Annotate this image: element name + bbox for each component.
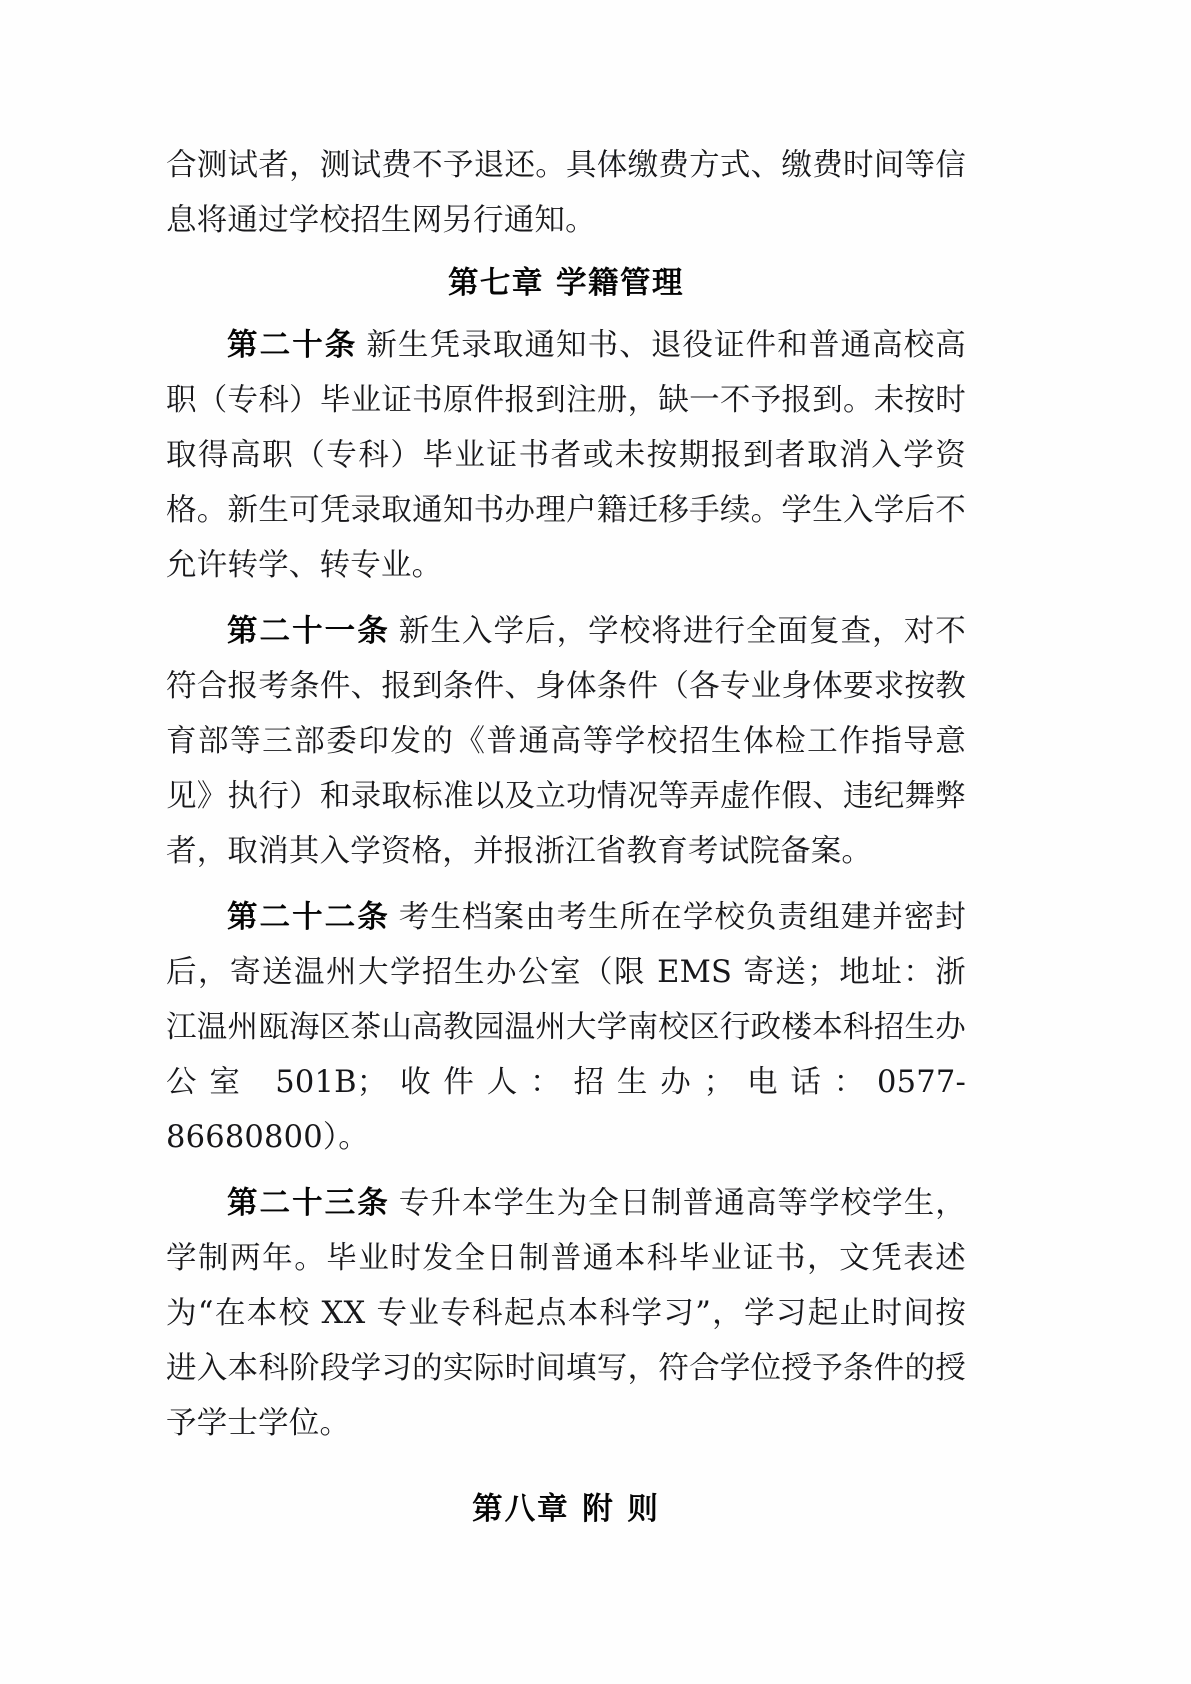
article-20-paragraph bbox=[166, 318, 966, 594]
article-20-label: 第二十条 bbox=[227, 326, 358, 363]
chapter-eight-block bbox=[166, 1482, 966, 1537]
article-22-paragraph bbox=[166, 890, 966, 1166]
chapter-eight-heading: 第八章 附 则 bbox=[472, 1490, 660, 1527]
article-23-label: 第二十三条 bbox=[227, 1184, 390, 1221]
page-content bbox=[166, 138, 966, 1543]
article-22-body: 考生档案由考生所在学校负责组建并密封后，寄送温州大学招生办公室（限 EMS 寄送；地址：浙江温州瓯海区茶山高教园温州大学南校区行政楼本科招生办公室 501B；收件人：招生办；电话：0577-86680800）。 bbox=[166, 899, 966, 1156]
article-21-body: 新生入学后，学校将进行全面复查，对不符合报考条件、报到条件、身体条件（各专业身体要求按教育部等三部委印发的《普通高等学校招生体检工作指导意见》执行）和录取标准以及立功情况等弄虚作假、违纪舞弊者，取消其入学资格，并报浙江省教育考试院备案。 bbox=[166, 613, 966, 870]
article-20-body: 新生凭录取通知书、退役证件和普通高校高职（专科）毕业证书原件报到注册，缺一不予报到。未按时取得高职（专科）毕业证书者或未按期报到者取消入学资格。新生可凭录取通知书办理户籍迁移手续。学生入学后不允许转学、转专业。 bbox=[166, 327, 966, 584]
chapter-seven-heading: 第七章 学籍管理 bbox=[447, 265, 685, 302]
paragraph-spacer bbox=[166, 1166, 966, 1176]
article-22-label: 第二十二条 bbox=[227, 898, 390, 935]
article-21-paragraph bbox=[166, 604, 966, 880]
continuation-paragraph: 合测试者，测试费不予退还。具体缴费方式、缴费时间等信息将通过学校招生网另行通知。 bbox=[166, 148, 966, 239]
article-21-label: 第二十一条 bbox=[227, 612, 390, 649]
article-23-body: 专升本学生为全日制普通高等学校学生，学制两年。毕业时发全日制普通本科毕业证书，文凭表述为“在本校 XX 专业专科起点本科学习”，学习起止时间按进入本科阶段学习的实际时间填写，符合学位授予条件的授予学士学位。 bbox=[166, 1185, 966, 1442]
chapter-seven-block bbox=[166, 256, 966, 311]
paragraph-spacer bbox=[166, 594, 966, 604]
article-23-paragraph bbox=[166, 1176, 966, 1452]
paragraph-spacer bbox=[166, 880, 966, 890]
